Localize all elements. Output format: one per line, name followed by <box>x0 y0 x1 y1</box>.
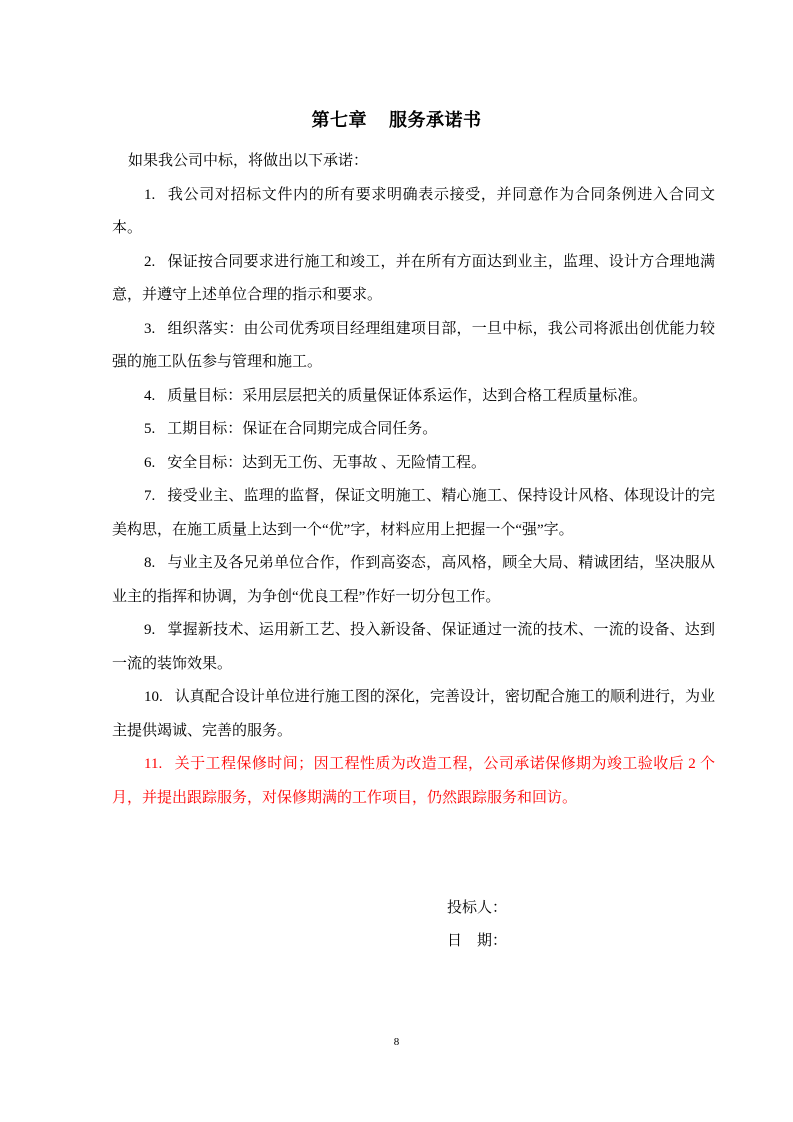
item-number: 5. <box>144 421 156 437</box>
commitment-item <box>112 246 715 313</box>
item-number: 11. <box>144 756 163 772</box>
chapter-number: 第七章 <box>311 110 367 130</box>
item-number: 2. <box>144 253 156 270</box>
item-text: 我公司对招标文件内的所有要求明确表示接受，并同意作为合同条例进入合同文本。 <box>112 186 715 236</box>
bidder-label: 投标人： <box>447 900 508 916</box>
item-text: 质量目标：采用层层把关的质量保证体系运作，达到合格工程质量标准。 <box>167 387 648 404</box>
commitment-list <box>112 179 715 816</box>
commitment-item <box>112 447 715 481</box>
page-title <box>0 106 793 132</box>
item-number: 1. <box>144 186 156 203</box>
item-number: 8. <box>144 555 156 571</box>
item-number: 7. <box>144 488 156 504</box>
item-text: 组织落实：由公司优秀项目经理组建项目部，一旦中标，我公司将派出创优能力较强的施工队伍参与管理和施工。 <box>112 320 715 370</box>
commitment-item <box>112 681 715 748</box>
item-text: 接受业主、监理的监督，保证文明施工、精心施工、保持设计风格、体现设计的完美构思，在施工质量上达到一个“优”字，材料应用上把握一个“强”字。 <box>112 488 715 538</box>
commitment-item <box>112 380 715 414</box>
item-text: 安全目标：达到无工伤、无事故 、无险情工程。 <box>167 454 487 471</box>
commitment-item <box>112 748 715 815</box>
item-number: 4. <box>144 387 156 404</box>
date-label: 日 期： <box>447 933 508 949</box>
item-text: 掌握新技术、运用新工艺、投入新设备、保证通过一流的技术、一流的设备、达到一流的装饰效果。 <box>112 622 715 672</box>
item-number: 6. <box>144 454 156 471</box>
item-number: 3. <box>144 320 156 337</box>
item-text: 工期目标：保证在合同期完成合同任务。 <box>167 421 438 437</box>
chapter-name: 服务承诺书 <box>389 110 482 130</box>
item-text: 认真配合设计单位进行施工图的深化，完善设计，密切配合施工的顺利进行，为业主提供竭诚、完善的服务。 <box>112 689 715 739</box>
item-number: 9. <box>144 622 156 638</box>
item-text: 保证按合同要求进行施工和竣工，并在所有方面达到业主，监理、设计方合理地满意，并遵守上述单位合理的指示和要求。 <box>112 253 715 303</box>
commitment-item <box>112 313 715 380</box>
item-number: 10. <box>144 689 163 705</box>
item-text: 关于工程保修时间；因工程性质为改造工程，公司承诺保修期为竣工验收后 2 个月，并提出跟踪服务，对保修期满的工作项目，仍然跟踪服务和回访。 <box>112 756 715 806</box>
item-text: 与业主及各兄弟单位合作，作到高姿态，高风格，顾全大局、精诚团结，坚决服从业主的指挥和协调，为争创“优良工程”作好一切分包工作。 <box>112 555 715 605</box>
commitment-item <box>112 179 715 246</box>
intro-paragraph: 如果我公司中标，将做出以下承诺： <box>128 153 369 169</box>
document-body <box>112 145 715 815</box>
commitment-item <box>112 480 715 547</box>
commitment-item <box>112 614 715 681</box>
page-number: 8 <box>393 1036 400 1048</box>
commitment-item <box>112 413 715 447</box>
commitment-item <box>112 547 715 614</box>
